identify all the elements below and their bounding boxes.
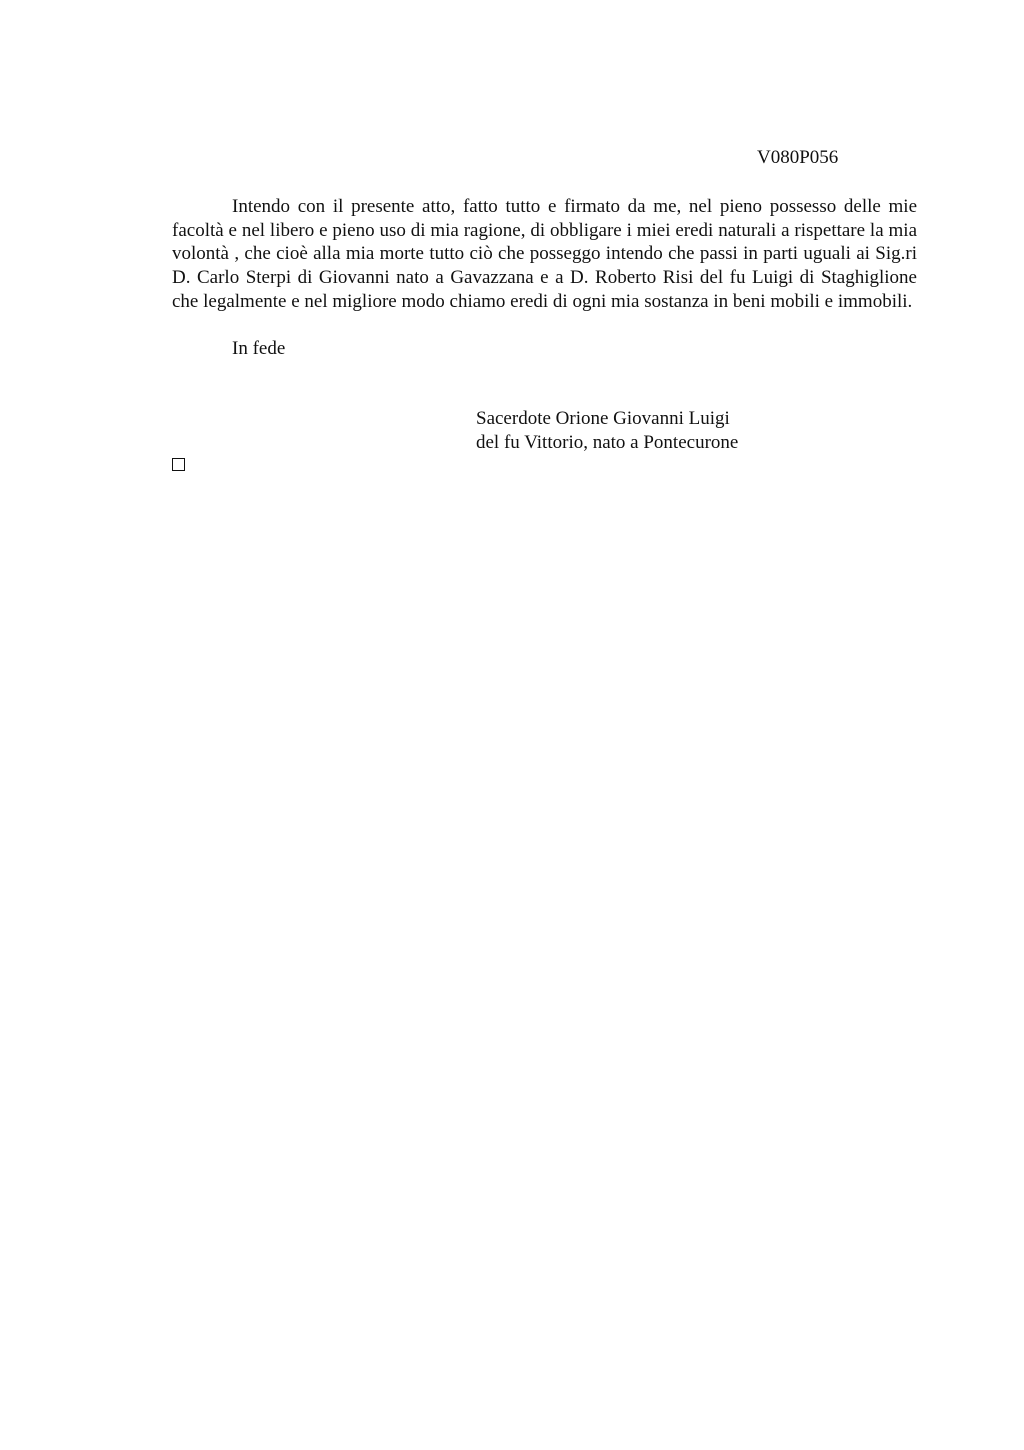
paragraph-text: Intendo con il presente atto, fatto tutto e firmato da me, nel pieno possesso delle mie facoltà e nel libero e pieno uso di mia ragione, di obbligare i miei eredi naturali a rispettare la mia volontà , che cioè alla mia morte tutto ciò che posseggo intendo che passi in parti uguali ai Sig.ri D. Carlo Sterpi di Giovanni nato a Gavazzana e a D. Roberto Risi del fu Luigi di Staghiglione che legalmente e nel migliore modo chiamo eredi di ogni mia sostanza in beni mobili e immobili. <box>172 196 917 312</box>
signature-block <box>476 407 738 455</box>
closing-phrase: In fede <box>232 338 286 359</box>
document-reference-code: V080P056 <box>757 147 839 168</box>
signature-name: Sacerdote Orione Giovanni Luigi <box>476 408 730 429</box>
empty-checkbox-glyph <box>172 458 185 471</box>
signature-details: del fu Vittorio, nato a Pontecurone <box>476 432 739 453</box>
document-body-paragraph <box>172 195 917 314</box>
